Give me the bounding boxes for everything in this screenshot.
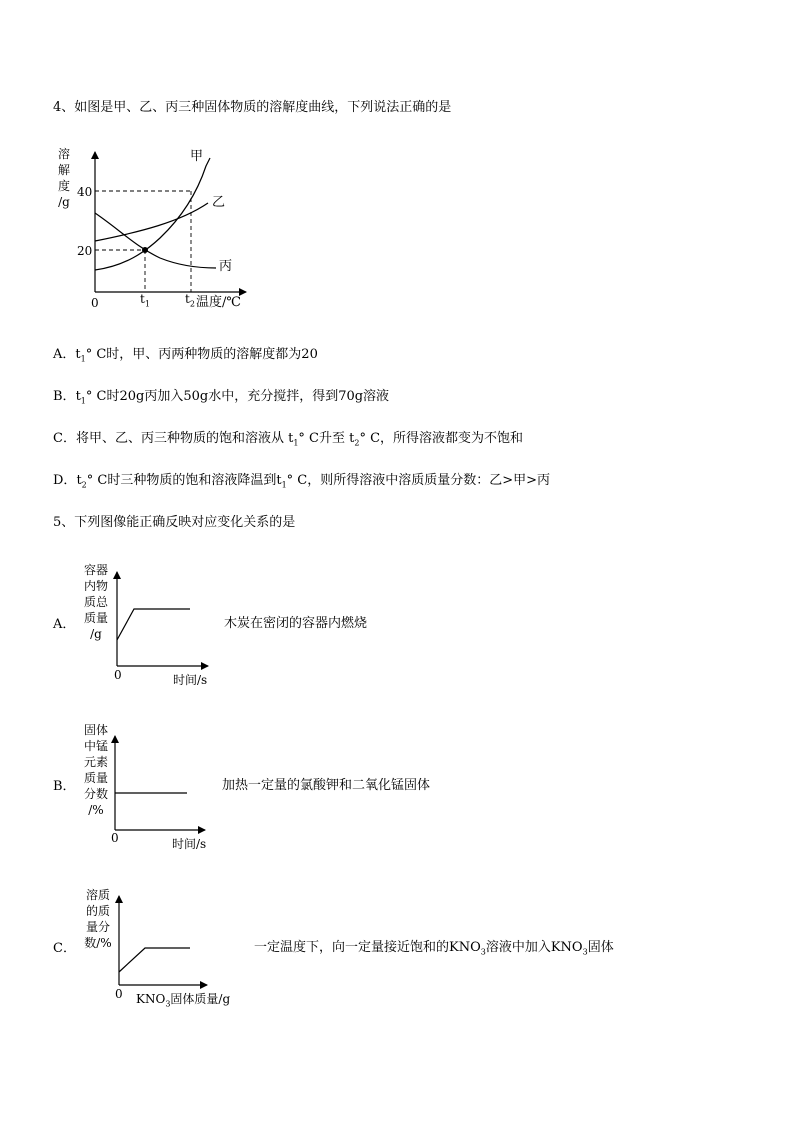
option-text: ° C，所得溶液都变为不饱和 [359,431,524,446]
q4-ylabel-line: /g [58,195,70,209]
ylabel-line: 固体 [83,723,108,737]
option-letter: A． [53,347,76,362]
option-sub: 1 [80,354,86,364]
q5-c-desc [254,940,614,961]
ylabel-line: 质量 [83,771,108,785]
ylabel-line: 量分 [85,920,110,934]
q5-c-xlabel: $KNO_3$固体质量/g [136,992,231,1009]
q4-series-label-yi: 乙 [212,195,226,210]
option-letter: D． [53,473,77,488]
option-letter: B． [53,389,76,404]
ylabel-line: 内物 [83,579,108,593]
q4-stem: 4、如图是甲、乙、丙三种固体物质的溶解度曲线，下列说法正确的是 [53,100,452,115]
option-text: 将甲、乙、丙三种物质的饱和溶液从 t [75,431,294,446]
desc-sub: 3 [582,947,588,957]
ylabel-line: /g [90,627,102,641]
q4-xtick-t2: $t_2$ [185,292,195,309]
q4-ytick-20: 20 [77,244,93,258]
q4-xtick-t1: $t_1$ [140,292,150,309]
q4-ylabel-line: 度 [57,179,70,193]
option-text: ° C时三种物质的饱和溶液降温到t [86,473,282,488]
q4-xlabel: 温度/℃ [196,295,241,310]
q4-ylabel-line: 解 [57,163,70,177]
q5-option-b-letter: B． [53,779,76,794]
ylabel-line: 数/% [84,936,112,950]
option-sub: 1 [281,480,287,490]
q5-b-xlabel: 时间/s [172,837,207,851]
q5-c-origin: 0 [115,987,123,1001]
option-text: ° C，则所得溶液中溶质质量分数：乙>甲>丙 [286,473,551,488]
option-sub: 2 [354,438,360,448]
q4-series-label-bing: 丙 [219,259,233,274]
option-sub: 1 [293,438,299,448]
q5-a-xlabel: 时间/s [173,673,208,687]
desc-text: 一定温度下，向一定量接近饱和的KNO [254,940,481,955]
option-text: ° C升至 t [298,431,355,446]
desc-text: 溶液中加入KNO [485,940,583,955]
ylabel-line: /% [88,803,104,817]
option-text: t [75,389,81,404]
q5-a-origin: 0 [114,668,122,682]
q5-a-desc: 木炭在密闭的容器内燃烧 [224,616,368,631]
q5-b-desc: 加热一定量的氯酸钾和二氧化锰固体 [222,778,431,793]
option-text: t [75,347,81,362]
q5-stem: 5、下列图像能正确反映对应变化关系的是 [53,515,296,530]
desc-sub: 3 [480,947,486,957]
q5-option-c-letter: C． [53,941,76,956]
q5-c-curve [119,948,190,972]
option-text: ° C时，甲、丙两种物质的溶解度都为20 [85,347,318,362]
ylabel-line: 溶质 [85,888,110,902]
option-text: ° C时20g丙加入50g水中，充分搅拌，得到70g溶液 [85,389,390,404]
q5-b-origin: 0 [111,831,119,845]
q5-option-a-letter: A． [53,617,76,632]
ylabel-line: 的质 [85,904,110,918]
option-sub: 1 [80,396,86,406]
ylabel-line: 容器 [83,563,108,577]
option-sub: 2 [81,480,87,490]
desc-text: 固体 [587,940,614,955]
q4-series-label-jia: 甲 [190,149,204,164]
q4-ylabel-line: 溶 [57,147,70,161]
option-text: t [76,473,82,488]
ylabel-line: 质总 [83,595,108,609]
q4-xtick-0: 0 [91,296,99,310]
q4-ytick-40: 40 [77,185,93,199]
ylabel-line: 元素 [83,755,108,769]
ylabel-line: 质量 [83,611,108,625]
ylabel-line: 中锰 [83,739,108,753]
option-letter: C． [53,431,76,446]
ylabel-line: 分数 [83,787,108,801]
